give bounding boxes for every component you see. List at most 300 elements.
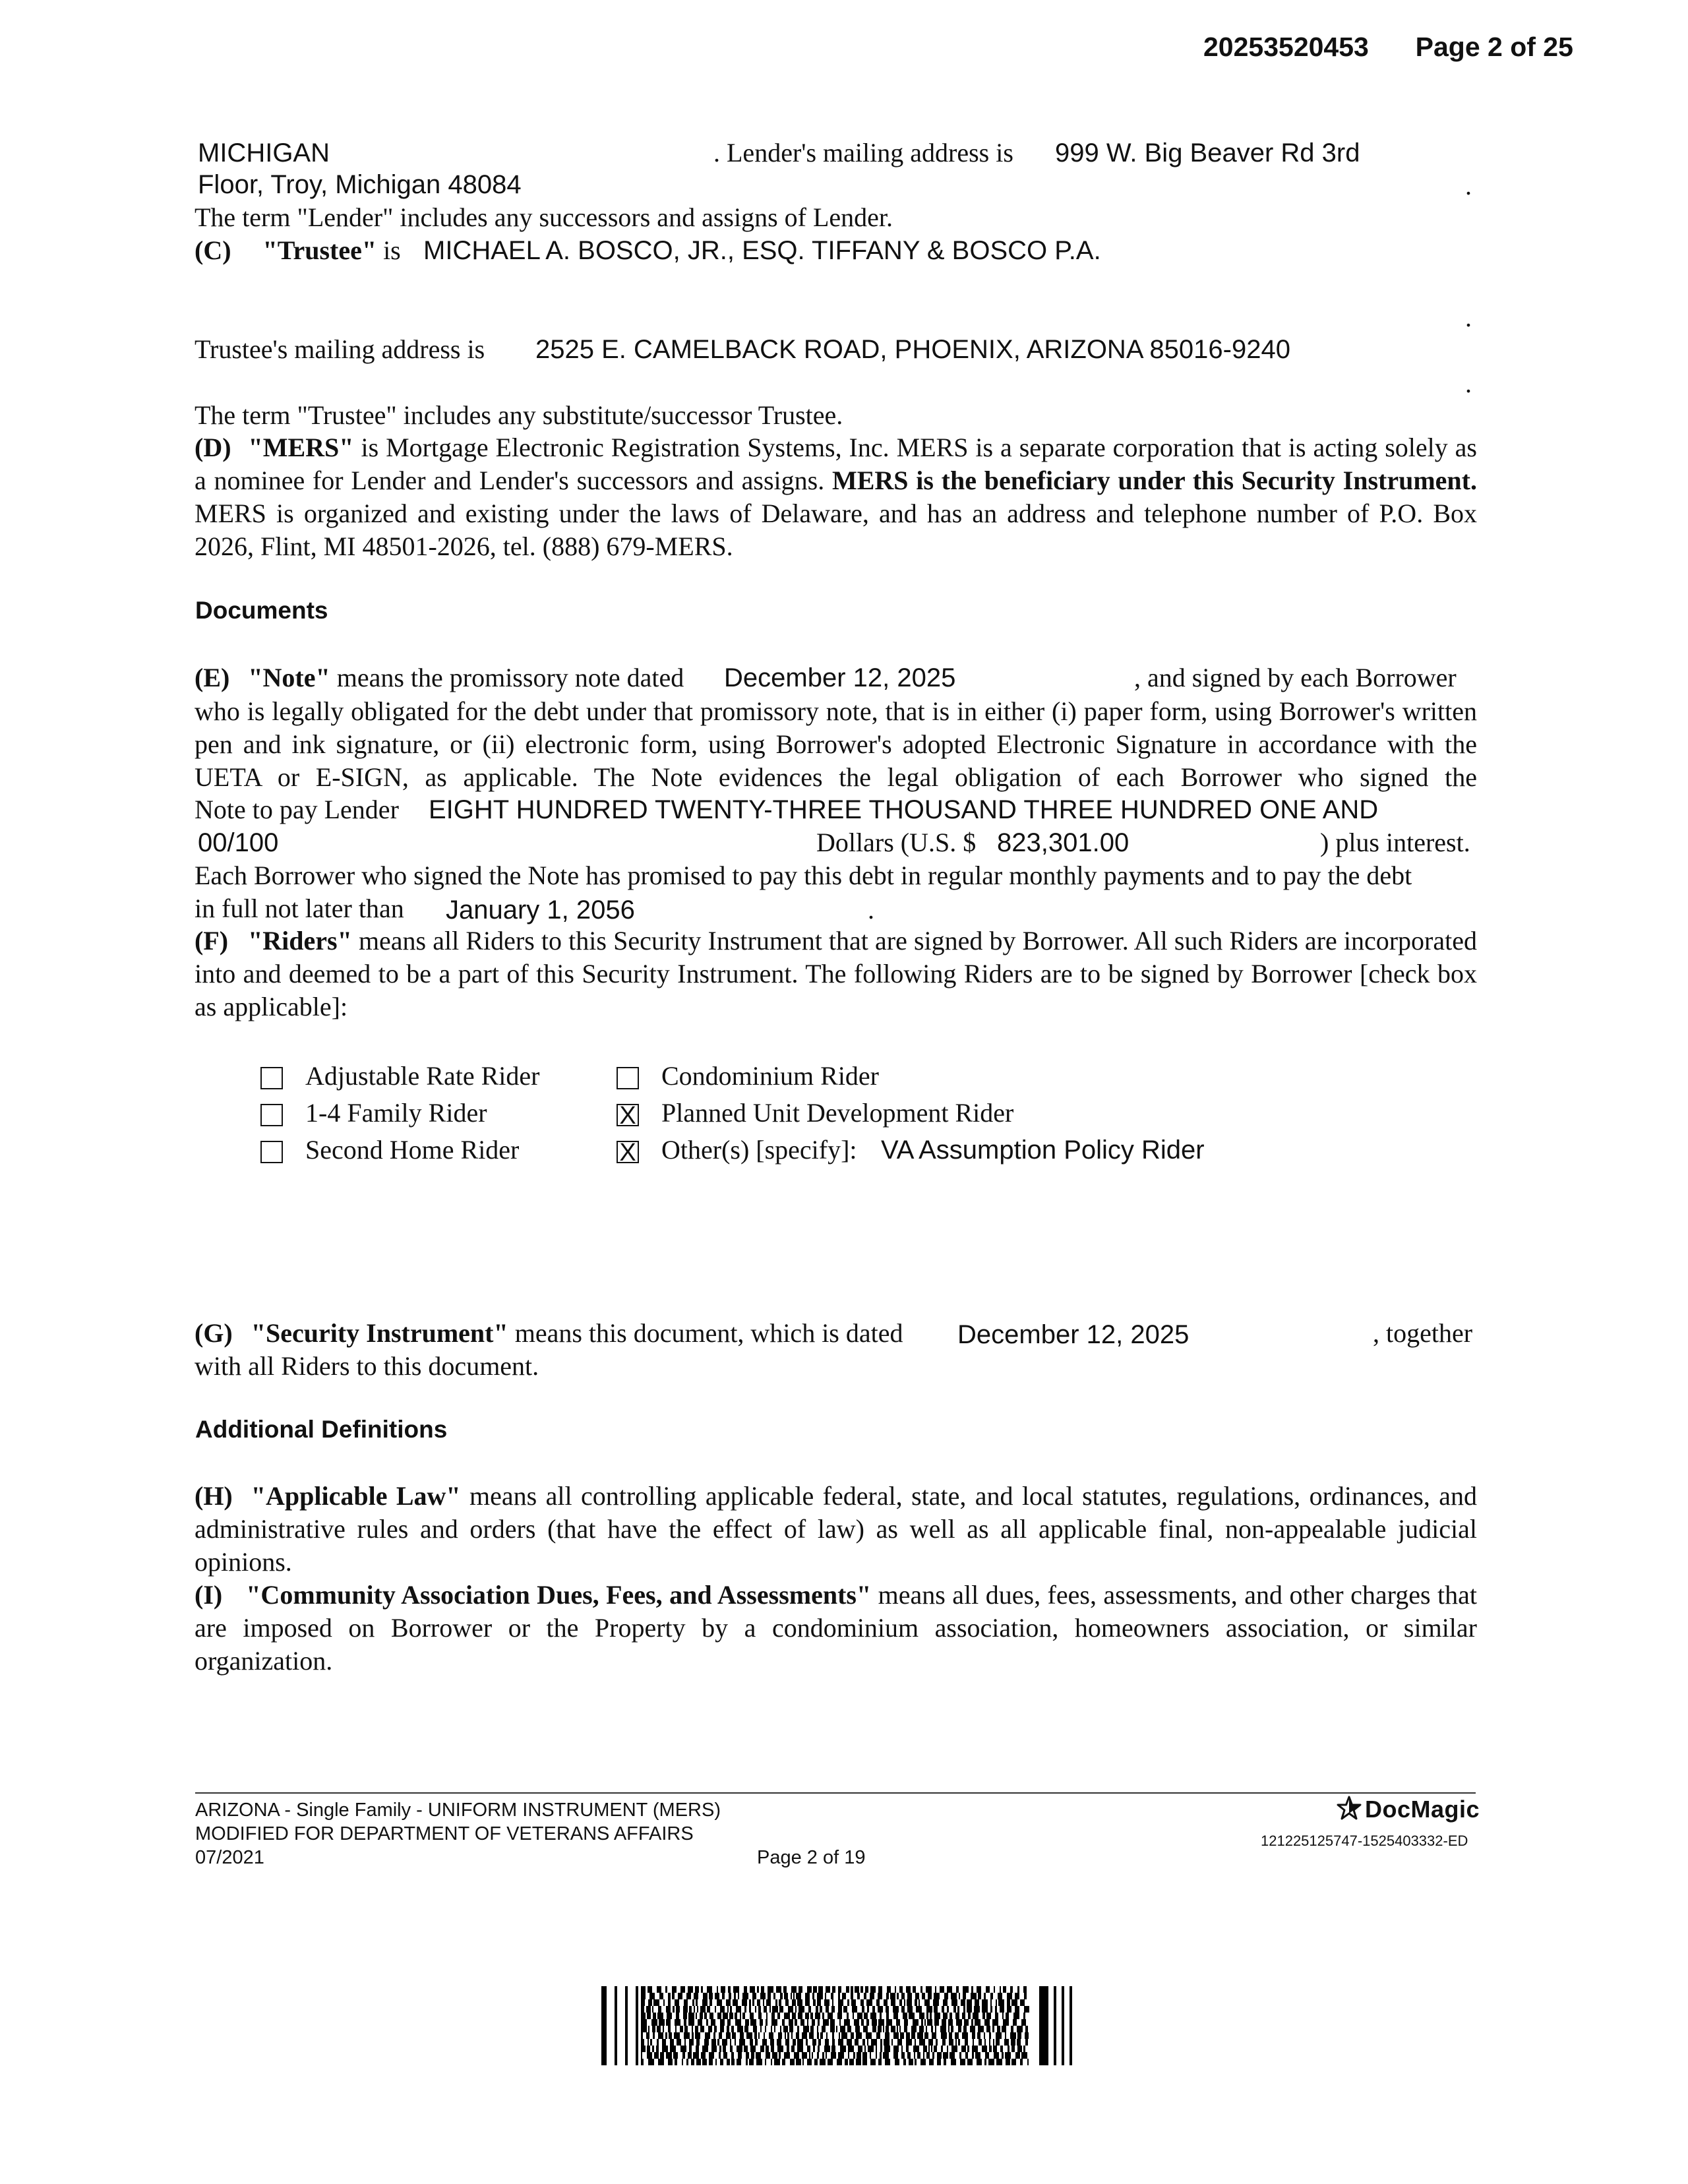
barcode-bar	[717, 2013, 721, 2019]
barcode-bar	[871, 2039, 877, 2046]
security-instrument-label	[195, 1318, 903, 1349]
barcode-bar	[992, 2026, 994, 2032]
barcode-bar	[853, 2052, 855, 2059]
barcode-bar	[886, 1993, 889, 1999]
barcode-bar	[951, 1999, 957, 2006]
barcode-bar	[899, 2026, 901, 2032]
barcode-bar	[765, 2059, 766, 2065]
barcode-bar	[864, 2013, 868, 2019]
condominium-rider-checkbox[interactable]	[617, 1067, 639, 1089]
barcode-bar	[831, 2006, 835, 2013]
barcode-bar	[870, 1986, 876, 1993]
note-date: December 12, 2025	[724, 663, 956, 692]
barcode-bar	[924, 2019, 926, 2026]
barcode-bar	[787, 2046, 789, 2052]
barcode-bar	[1070, 1986, 1072, 2065]
barcode-bar	[726, 2032, 731, 2039]
barcode-bar	[657, 2026, 661, 2032]
barcode-bar	[717, 1986, 718, 1993]
barcode-bar	[972, 2052, 974, 2059]
barcode-bar	[723, 2046, 726, 2052]
barcode-bar	[963, 1986, 969, 1993]
barcode-bar	[750, 2046, 756, 2052]
barcode-bar	[996, 2032, 1002, 2039]
barcode-bar	[692, 1999, 694, 2006]
barcode-bar	[675, 2026, 677, 2032]
barcode-bar	[732, 2032, 736, 2039]
barcode-bar	[844, 2019, 850, 2026]
barcode-bar	[663, 2026, 664, 2032]
barcode-bar	[878, 2026, 882, 2032]
barcode-bar	[963, 1993, 966, 1999]
barcode-bar	[845, 2059, 848, 2065]
barcode-bar	[962, 2013, 965, 2019]
barcode-bar	[971, 1993, 977, 1999]
barcode-bar	[899, 1986, 903, 1993]
barcode-bar	[670, 2039, 674, 2046]
barcode-bar	[662, 2046, 668, 2052]
barcode-bar	[709, 2059, 713, 2065]
barcode-bar	[897, 2026, 898, 2032]
barcode-bar	[807, 2046, 810, 2052]
barcode-bar	[1000, 2046, 1003, 2052]
barcode-bar	[951, 2046, 957, 2052]
note-amount-words-1: EIGHT HUNDRED TWENTY-THREE THOUSAND THREE HUNDRED ONE AND	[429, 795, 1379, 824]
barcode-bar	[796, 2032, 799, 2039]
barcode-bar	[683, 2013, 687, 2019]
barcode-bar	[692, 2032, 694, 2039]
barcode-bar	[812, 2052, 813, 2059]
barcode-bar	[709, 1993, 713, 1999]
barcode-bar	[790, 2059, 795, 2065]
barcode-bar	[742, 1993, 748, 1999]
trustee-name: MICHAEL A. BOSCO, JR., ESQ. TIFFANY & BOSCO P.A.	[423, 236, 1101, 265]
barcode-bar	[915, 1999, 917, 2006]
barcode-bar	[955, 2032, 959, 2039]
barcode-bar	[930, 2013, 932, 2019]
barcode-bar	[740, 2013, 741, 2019]
barcode-bar	[932, 2052, 934, 2059]
barcode-bar	[984, 2039, 986, 2046]
barcode-bar	[973, 2013, 979, 2019]
barcode-bar	[809, 2052, 810, 2059]
barcode-bar	[1015, 1993, 1019, 1999]
barcode-bar	[1023, 2013, 1025, 2019]
barcode-bar	[793, 2039, 796, 2046]
barcode-bar	[775, 1999, 777, 2006]
barcode-bar	[1007, 1993, 1012, 1999]
condominium-rider-label: Condominium Rider	[661, 1061, 879, 1091]
barcode-bar	[915, 1993, 919, 1999]
barcode-bar	[917, 2052, 920, 2059]
applicable-law-text: means all controlling applicable federal, state, and local statutes, regulations, ordinances, and administrative rules and orders (that have the effect of law) as well as all applicable final, non-appealable judicial opinions.	[195, 1481, 1477, 1577]
barcode-bar	[825, 2039, 829, 2046]
barcode-bar	[668, 2059, 673, 2065]
barcode-bar	[906, 2039, 912, 2046]
barcode-bar	[870, 1993, 874, 1999]
barcode-bar	[783, 2026, 788, 2032]
barcode-bar	[857, 2052, 861, 2059]
barcode-bar	[659, 2019, 665, 2026]
barcode-bar	[1025, 2032, 1029, 2039]
barcode-bar	[998, 1999, 1004, 2006]
barcode-bar	[752, 1999, 754, 2006]
barcode-bar	[995, 2013, 998, 2019]
barcode-bar	[862, 2006, 864, 2013]
barcode-bar	[989, 2046, 992, 2052]
barcode-bar	[828, 2059, 833, 2065]
barcode-bar	[941, 2046, 943, 2052]
barcode-bar	[1008, 2046, 1010, 2052]
barcode-bar	[684, 2019, 686, 2026]
barcode-bar	[756, 2052, 761, 2059]
barcode-bar	[937, 2059, 941, 2065]
barcode-bar	[996, 1999, 997, 2006]
barcode-bar	[840, 2046, 846, 2052]
barcode-bar	[853, 2013, 854, 2019]
barcode-bar	[648, 1999, 652, 2006]
trustee-name-end-dot: .	[1465, 303, 1472, 332]
barcode-bar	[949, 2039, 953, 2046]
barcode-bar	[852, 2006, 857, 2013]
barcode-bar	[721, 1986, 725, 1993]
barcode-bar	[971, 2019, 973, 2026]
barcode-bar	[758, 2032, 760, 2039]
barcode-bar	[726, 1999, 731, 2006]
barcode-bar	[880, 2052, 882, 2059]
barcode-bar	[837, 2059, 842, 2065]
note-full-label: in full not later than	[195, 894, 404, 923]
trustee-mailing-label: Trustee's mailing address is	[195, 334, 485, 364]
barcode-bar	[965, 2039, 968, 2046]
barcode-bar	[867, 2006, 869, 2013]
barcode-bar	[967, 2059, 973, 2065]
barcode-bar	[738, 1993, 739, 1999]
barcode-bar	[779, 2052, 781, 2059]
barcode-bar	[982, 1999, 988, 2006]
note-end-dot: .	[868, 895, 874, 925]
barcode-bar	[937, 2052, 942, 2059]
barcode-bar	[682, 2059, 683, 2065]
barcode-bar	[862, 2039, 865, 2046]
trustee-address-end-dot: .	[1465, 369, 1472, 398]
barcode-bar	[934, 1993, 940, 1999]
mers-letter: (D)	[195, 433, 231, 462]
barcode-bar	[676, 2006, 680, 2013]
footer-doc-code: 121225125747-1525403332-ED	[1261, 1833, 1468, 1849]
barcode-bar	[755, 2006, 756, 2013]
barcode-bar	[641, 2052, 642, 2059]
barcode-bar	[830, 2019, 835, 2026]
barcode-bar	[777, 2013, 780, 2019]
barcode-bar	[923, 2046, 927, 2052]
barcode-bar	[872, 2019, 877, 2026]
barcode-bar	[849, 2059, 854, 2065]
barcode-bar	[988, 2059, 994, 2065]
barcode-bar	[955, 2039, 957, 2046]
barcode-bar	[777, 2046, 783, 2052]
barcode-bar	[895, 2059, 899, 2065]
barcode-bar	[1002, 2013, 1004, 2019]
barcode-bar	[901, 2006, 905, 2013]
barcode-bar	[876, 2032, 880, 2039]
barcode-bar	[950, 2052, 955, 2059]
barcode-bar	[1004, 2039, 1009, 2046]
barcode-bar	[812, 2039, 816, 2046]
barcode-bar	[965, 2052, 968, 2059]
barcode-bar	[641, 1993, 646, 1999]
trustee-includes-text: The term "Trustee" includes any substitute/successor Trustee.	[195, 400, 843, 430]
barcode-bar	[1005, 2052, 1011, 2059]
checkbox-mark: X	[619, 1139, 636, 1167]
barcode-bar	[984, 1993, 986, 1999]
barcode-bar	[992, 2019, 998, 2026]
barcode-bar	[817, 1999, 821, 2006]
barcode-bar	[719, 2032, 722, 2039]
barcode-bar	[975, 1999, 979, 2006]
barcode-bar	[737, 2059, 741, 2065]
barcode-bar	[777, 2039, 781, 2046]
barcode-bar	[765, 2026, 766, 2032]
barcode-bar	[754, 2032, 757, 2039]
barcode-bar	[731, 2026, 734, 2032]
barcode-bar	[680, 2026, 683, 2032]
barcode-bar	[675, 2059, 677, 2065]
lender-state: MICHIGAN	[198, 138, 330, 167]
barcode-bar	[657, 2039, 659, 2046]
barcode-bar	[698, 2019, 702, 2026]
barcode-bar	[840, 2026, 845, 2032]
barcode-bar	[797, 2046, 803, 2052]
barcode-bar	[826, 2032, 828, 2039]
barcode-bar	[647, 2052, 652, 2059]
barcode-bar	[768, 1986, 773, 1993]
barcode-bar	[648, 2026, 649, 2032]
barcode-bar	[702, 2059, 707, 2065]
barcode-bar	[760, 2026, 762, 2032]
barcode-bar	[795, 2019, 797, 2026]
barcode-bar	[670, 2046, 676, 2052]
barcode-bar	[702, 2046, 708, 2052]
barcode-bar	[870, 2052, 871, 2059]
trustee-address: 2525 E. CAMELBACK ROAD, PHOENIX, ARIZONA 85016-9240	[535, 335, 1290, 364]
barcode-bar	[746, 2052, 749, 2059]
barcode-bar	[656, 2046, 659, 2052]
barcode-bar	[1023, 1986, 1027, 1993]
barcode-bar	[847, 2039, 852, 2046]
barcode-bar	[994, 2052, 999, 2059]
barcode-bar	[814, 2059, 818, 2065]
barcode-bar	[967, 2046, 969, 2052]
barcode-bar	[1002, 2052, 1004, 2059]
barcode-bar	[700, 2013, 703, 2019]
barcode-bar	[826, 1986, 830, 1993]
barcode-bar	[977, 2032, 980, 2039]
barcode-bar	[648, 2039, 649, 2046]
footer-page-number: Page 2 of 19	[757, 1847, 866, 1868]
barcode-bar	[758, 2013, 762, 2019]
barcode-bar	[720, 2026, 724, 2032]
barcode-bar	[986, 2013, 991, 2019]
barcode-bar	[785, 1999, 789, 2006]
barcode-bar	[807, 2059, 812, 2065]
barcode-bar	[891, 1999, 895, 2006]
barcode-bar	[706, 2019, 708, 2026]
barcode-bar	[872, 2026, 876, 2032]
barcode-bar	[963, 2026, 967, 2032]
other-rider-checkbox[interactable]	[617, 1139, 639, 1167]
barcode-bar	[750, 2039, 753, 2046]
barcode-bar	[646, 2032, 649, 2039]
barcode-bar	[641, 2019, 647, 2026]
barcode-bar	[737, 2046, 742, 2052]
barcode-bar	[915, 2039, 916, 2046]
barcode-bar	[927, 2019, 932, 2026]
barcode-bar	[791, 1986, 797, 1993]
barcode-bar	[997, 2026, 1000, 2032]
barcode-bar	[990, 1993, 993, 1999]
barcode-bar	[695, 2032, 700, 2039]
barcode-bar	[696, 2039, 700, 2046]
barcode-bar	[735, 2019, 741, 2026]
barcode-bar	[737, 2026, 743, 2032]
barcode-bar	[744, 2046, 748, 2052]
barcode-bar	[696, 2013, 697, 2019]
barcode-bar	[915, 2059, 917, 2065]
barcode-bar	[682, 2052, 685, 2059]
barcode-bar	[802, 2052, 807, 2059]
barcode-bar	[986, 2026, 990, 2032]
barcode-bar	[956, 1986, 959, 1993]
barcode-bar	[805, 2013, 809, 2019]
barcode-bar	[675, 2019, 680, 2026]
barcode-bar	[885, 2059, 890, 2065]
barcode-bar	[900, 2032, 904, 2039]
barcode-bar	[764, 2006, 767, 2013]
barcode-bar	[785, 2032, 786, 2039]
barcode-bar	[641, 2046, 646, 2052]
riders-text: means all Riders to this Security Instrument that are signed by Borrower. All such Riders are incorporated into and deemed to be a part of this Security Instrument. The following Riders are to be signed by Borrower [check box as applicable]:	[195, 926, 1477, 1021]
barcode-bar	[876, 2046, 877, 2052]
barcode-bar	[677, 2039, 681, 2046]
barcode-bar	[1054, 1986, 1056, 2065]
barcode-bar	[884, 2046, 890, 2052]
barcode-bar	[955, 2013, 959, 2019]
barcode-bar	[709, 2013, 713, 2019]
barcode-bar	[652, 2046, 654, 2052]
second-home-rider-checkbox[interactable]	[260, 1141, 283, 1163]
barcode-bar	[723, 2052, 727, 2059]
barcode-bar	[961, 1999, 965, 2006]
barcode-bar	[897, 2039, 902, 2046]
barcode-bar	[727, 2026, 729, 2032]
barcode-bar	[722, 2039, 727, 2046]
barcode-bar	[885, 2032, 889, 2039]
barcode-bar	[1017, 2032, 1021, 2039]
barcode-bar	[855, 1986, 859, 1993]
barcode-bar	[812, 1993, 814, 1999]
barcode-bar	[876, 1999, 880, 2006]
barcode-bar	[928, 1993, 932, 1999]
barcode-bar	[688, 2019, 694, 2026]
barcode-bar	[822, 2013, 824, 2019]
barcode-bar	[719, 2046, 721, 2052]
barcode-bar	[851, 1999, 856, 2006]
barcode-bar	[649, 1993, 655, 1999]
barcode-bar	[731, 2052, 734, 2059]
barcode-bar	[641, 2032, 643, 2039]
docmagic-logo	[1336, 1795, 1480, 1823]
barcode-bar	[807, 2019, 808, 2026]
barcode-bar	[1017, 2026, 1023, 2032]
barcode-bar	[984, 2059, 986, 2065]
barcode-bar	[812, 2019, 815, 2026]
barcode-bar	[948, 2019, 953, 2026]
barcode-bar	[798, 2013, 802, 2019]
barcode-bar	[751, 2052, 754, 2059]
barcode-bar	[653, 2032, 655, 2039]
barcode-bar	[782, 2019, 785, 2026]
barcode-bar	[990, 1999, 992, 2006]
riders-definition	[195, 925, 1477, 1023]
barcode-bar	[975, 2052, 980, 2059]
barcode-bar	[742, 2013, 745, 2019]
barcode-bar	[714, 2026, 717, 2032]
mers-beneficiary-statement: MERS is the beneficiary under this Security Instrument.	[831, 466, 1477, 495]
planned-unit-development-rider-checkbox[interactable]	[617, 1102, 639, 1130]
barcode-bar	[650, 2039, 652, 2046]
barcode-bar	[924, 2032, 928, 2039]
one-to-four-family-rider-checkbox[interactable]	[260, 1104, 283, 1126]
note-after-date: , and signed by each Borrower	[1134, 663, 1457, 692]
barcode-bar	[818, 2046, 820, 2052]
security-instrument-after: , together	[1373, 1318, 1473, 1348]
barcode-bar	[909, 2013, 915, 2019]
barcode-bar	[831, 2052, 836, 2059]
barcode-bar	[913, 1986, 916, 1993]
note-pay-label: Note to pay Lender	[195, 795, 399, 824]
barcode-bar	[648, 2059, 654, 2065]
barcode-bar	[866, 2019, 869, 2026]
barcode-bar	[648, 1986, 652, 1993]
barcode-bar	[1017, 1986, 1019, 1993]
barcode-bar	[745, 2019, 749, 2026]
barcode-bar	[789, 2019, 793, 2026]
trustee-term: "Trustee"	[262, 235, 377, 265]
barcode-bar	[959, 2052, 961, 2059]
barcode-container	[601, 1986, 1075, 2065]
barcode-bar	[733, 1986, 739, 1993]
barcode-bar	[707, 2006, 710, 2013]
barcode-bar	[959, 1993, 960, 1999]
applicable-law-term: "Applicable Law"	[251, 1481, 461, 1511]
community-dues-text: means all dues, fees, assessments, and other charges that are imposed on Borrower or the Property by a condominium association, homeowners association, or similar organization.	[195, 1580, 1477, 1676]
barcode-bar	[977, 2059, 982, 2065]
barcode-bar	[825, 1993, 826, 1999]
barcode-bar	[695, 2026, 698, 2032]
barcode-bar	[658, 2032, 663, 2039]
barcode-bar	[1011, 1999, 1017, 2006]
barcode-bar	[744, 2006, 746, 2013]
barcode-bar	[742, 1999, 747, 2006]
adjustable-rate-rider-checkbox[interactable]	[260, 1067, 283, 1089]
barcode-bar	[689, 2039, 694, 2046]
barcode-bar	[863, 2026, 868, 2032]
barcode-bar	[826, 2006, 829, 2013]
barcode-bar	[717, 1999, 722, 2006]
community-dues-term: "Community Association Dues, Fees, and Assessments"	[246, 1580, 872, 1610]
mers-definition	[195, 431, 1477, 563]
